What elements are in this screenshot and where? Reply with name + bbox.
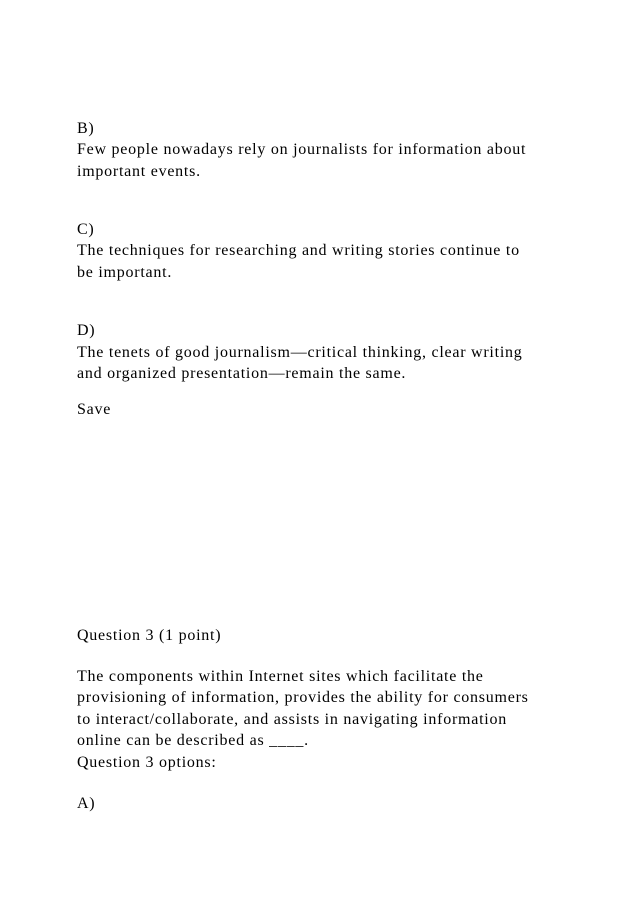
option-a-letter[interactable]: A) xyxy=(77,795,96,812)
question-3-body-line4: online can be described as ____. xyxy=(77,732,309,749)
option-d-letter: D) xyxy=(77,322,96,339)
option-b-letter: B) xyxy=(77,120,95,137)
question-3-body-line1: The components within Internet sites which facilitate the xyxy=(77,668,484,685)
option-b-text-line1: Few people nowadays rely on journalists for information about xyxy=(77,141,527,158)
option-b-text-line2: important events. xyxy=(77,163,201,180)
question-3-body-line2: provisioning of information, provides the ability for consumers xyxy=(77,689,529,706)
question-3-options-label: Question 3 options: xyxy=(77,754,217,771)
question-3-heading: Question 3 (1 point) xyxy=(77,627,222,644)
option-d-text-line2: and organized presentation—remain the same. xyxy=(77,365,407,382)
option-c-text-line2: be important. xyxy=(77,264,173,281)
option-c-text-line1: The techniques for researching and writing stories continue to xyxy=(77,242,520,259)
option-c-letter: C) xyxy=(77,221,95,238)
option-d-text-line1: The tenets of good journalism—critical thinking, clear writing xyxy=(77,344,523,361)
save-button[interactable]: Save xyxy=(77,401,112,418)
question-3-body-line3: to interact/collaborate, and assists in navigating information xyxy=(77,711,507,728)
